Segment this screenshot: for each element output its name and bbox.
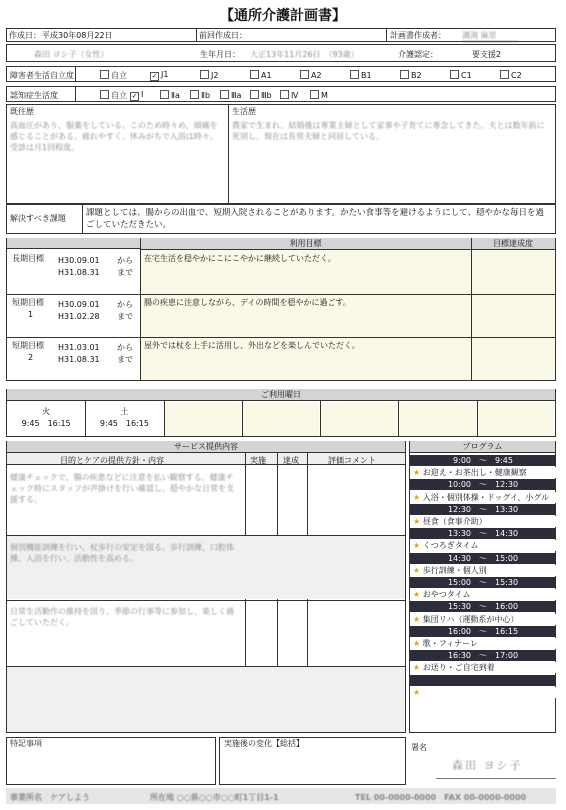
care-level-value: 要支援2 — [472, 50, 502, 59]
independence-option[interactable] — [200, 70, 218, 80]
option-label: B1 — [361, 71, 372, 80]
checkbox-icon[interactable] — [450, 70, 459, 79]
option-label: C2 — [511, 71, 522, 80]
program-text: 10:00 ～ 12:30 — [447, 480, 519, 490]
program-text: 歩行訓練・個人別 — [422, 565, 487, 575]
checkbox-icon[interactable] — [100, 90, 109, 99]
goal-start-date: H31.03.01 — [58, 343, 100, 352]
goal-end-date: H31.02.28 — [58, 312, 100, 321]
notes-label: 特記事項 — [10, 739, 42, 748]
history-label: 既往歴 — [10, 107, 34, 116]
dementia-option[interactable] — [250, 90, 272, 100]
program-text: 13:30 ～ 14:30 — [447, 529, 519, 539]
independence-option[interactable] — [150, 70, 168, 81]
issues-text: 課題としては、腸からの出血で、短期入院されることがあります。かたい食事等を避けるようにして、穏やかな毎日を過ごしていただきたい。 — [86, 208, 544, 230]
goal-end-date: H31.08.31 — [58, 355, 100, 364]
checkbox-icon[interactable]: ✓ — [131, 92, 138, 100]
option-label: M — [321, 91, 328, 100]
program-text: 歌・フィナーレ — [422, 639, 478, 648]
goal-label: 短期目標 — [12, 298, 44, 307]
dementia-option[interactable] — [310, 90, 328, 100]
goal-text: 屋外では杖を上手に活用し、外出などを楽しんでいただく。 — [144, 341, 360, 350]
option-label: 自立 — [111, 91, 127, 100]
checkbox-icon[interactable] — [160, 90, 169, 99]
program-item — [410, 565, 556, 576]
program-item — [410, 589, 556, 600]
usage-header: ご利用曜日 — [7, 389, 555, 401]
program-text: 9:00 ～ 9:45 — [453, 456, 513, 465]
service-header: サービス提供内容 — [7, 441, 405, 453]
checkbox-icon[interactable] — [200, 70, 209, 79]
sign-value: 森田 ヨシ子 — [452, 759, 523, 772]
checkbox-icon[interactable] — [220, 90, 229, 99]
star-icon: ★ — [413, 590, 423, 600]
option-label: J2 — [211, 71, 219, 80]
checkbox-icon[interactable] — [500, 70, 509, 79]
dementia-option[interactable] — [100, 90, 127, 101]
program-item — [410, 614, 556, 625]
care-level-label: 介護認定： — [398, 50, 438, 59]
option-label: 自立 — [111, 71, 127, 80]
program-item — [410, 516, 556, 527]
independence-option[interactable] — [400, 70, 422, 80]
author-name: 溝渕 麻里 — [462, 30, 518, 42]
program-text: 集団リハ（運動系が中心） — [422, 614, 519, 624]
option-label: Ⅱa — [171, 91, 180, 100]
dementia-label: 認知症生活度 — [10, 91, 58, 100]
program-item — [410, 540, 556, 551]
program-text: 16:00 ～ 16:15 — [447, 626, 519, 636]
star-icon: ★ — [413, 492, 423, 502]
checkbox-icon[interactable] — [350, 70, 359, 79]
independence-row — [6, 66, 556, 82]
goal-end-date: H31.08.31 — [58, 268, 100, 277]
independence-option[interactable] — [450, 70, 472, 80]
option-label: A2 — [311, 71, 322, 80]
star-icon: ★ — [413, 468, 423, 478]
service-item-1: 健康チェックで、腸の疾患などに注意を払い観察する。健康チェック時にスタッフが声掛けを行い確認し、穏やかな日常を支援する。 — [10, 473, 234, 504]
change-label: 実施後の変化【総括】 — [224, 739, 304, 748]
checkbox-icon[interactable] — [280, 90, 289, 99]
issues-label: 解決すべき課題 — [10, 214, 66, 223]
checkbox-icon[interactable] — [250, 90, 259, 99]
checkbox-icon[interactable] — [310, 90, 319, 99]
independence-option[interactable] — [100, 70, 127, 81]
checkbox-icon[interactable] — [400, 70, 409, 79]
goal-from: から — [117, 343, 133, 352]
program-text: おやつタイム — [422, 590, 471, 600]
star-icon: ★ — [413, 565, 423, 575]
independence-label: 障害者生活自立度 — [10, 71, 74, 80]
option-label: Ⅳ — [291, 91, 299, 100]
independence-option[interactable] — [500, 70, 522, 80]
service-item-2: 個別機能訓練を行い、杖歩行の安定を図る。歩行訓練、口腔体操、入浴を行い、活動性を高める。 — [10, 543, 234, 563]
goal-sub-number: 1 — [28, 310, 34, 319]
dementia-option[interactable] — [280, 90, 298, 100]
footer-office: 事業所名 ケアしよう — [10, 793, 90, 802]
usage-time: 9:45 16:15 — [21, 419, 71, 428]
option-label: B2 — [411, 71, 422, 80]
program-text: くつろぎタイム — [422, 541, 479, 551]
usage-day: 火 — [42, 407, 51, 416]
program-text: 12:30 ～ 13:30 — [447, 504, 519, 514]
checkbox-icon[interactable]: ✓ — [151, 72, 158, 80]
goal-label: 短期目標 — [12, 341, 44, 350]
dob-label: 生年月日： — [200, 50, 240, 59]
footer-contact: TEL 00-0000-0000 FAX 00-0000-0000 — [355, 793, 527, 802]
program-text: 15:00 ～ 15:30 — [447, 578, 519, 587]
created-label: 作成日： — [9, 31, 41, 40]
option-label: J1 — [161, 70, 169, 79]
program-text: お迎え・お茶出し・健康観察 — [422, 468, 527, 478]
usage-day: 土 — [120, 407, 129, 416]
goal-text: 腸の疾患に注意しながら、デイの時間を穏やかに過ごす。 — [144, 298, 351, 307]
goal-status-header: 目標達成度 — [471, 238, 555, 250]
history-section — [6, 104, 556, 204]
program-time — [410, 528, 556, 539]
option-label: C1 — [461, 71, 472, 80]
goal-label: 長期目標 — [12, 254, 44, 263]
goal-text: 在宅生活を穏やかにこにこやかに継続していただく。 — [144, 254, 336, 263]
created-date: 平成30年08月22日 — [42, 31, 113, 40]
service-col-achieve: 達成 — [283, 456, 299, 465]
service-col-policy: 目的とケアの提供方針・内容 — [60, 456, 164, 465]
program-item — [410, 662, 556, 673]
checkbox-icon[interactable] — [300, 70, 309, 79]
dementia-option[interactable] — [130, 90, 143, 101]
program-text: 入浴・個別体操・ドッグイ、小グル — [422, 492, 550, 502]
checkbox-icon[interactable] — [190, 90, 199, 99]
program-text: お送り・ご自宅到着 — [422, 663, 495, 673]
dementia-option[interactable] — [190, 90, 210, 100]
program-time — [410, 601, 556, 612]
program-text: 15:30 ～ 16:00 — [447, 602, 519, 612]
goal-from: から — [117, 300, 133, 309]
program-time — [410, 504, 556, 515]
program-time — [410, 553, 556, 564]
option-label: A1 — [261, 71, 272, 80]
program-header: プログラム — [410, 441, 555, 453]
star-icon: ★ — [413, 663, 423, 673]
goal-from: から — [117, 256, 133, 265]
program-item — [410, 467, 556, 478]
goal-start-date: H30.09.01 — [58, 256, 100, 265]
life-history-text: 農家で生まれ、結婚後は専業主婦として家事や子育てに専念してきた。夫とは数年前に死別し、現在は長男夫婦と同居している。 — [232, 121, 545, 141]
option-label: Ⅰ — [141, 90, 144, 99]
service-item-3: 日常生活動作の維持を図り、季節の行事等に参加し、楽しく過ごしていただく。 — [10, 607, 234, 627]
patient-name: 森田 ヨシ子（女性） — [34, 50, 109, 59]
program-time — [410, 577, 556, 588]
program-item — [410, 492, 556, 503]
goal-header: 利用目標 — [140, 238, 471, 250]
service-col-done: 実施 — [250, 456, 266, 465]
program-text: 16:30 ～ 17:00 — [447, 651, 519, 661]
program-time — [410, 455, 556, 466]
dementia-option[interactable] — [160, 90, 180, 100]
star-icon: ★ — [413, 614, 423, 624]
goal-to: まで — [117, 355, 133, 364]
prev-created-label: 前回作成日： — [199, 31, 247, 40]
usage-time: 9:45 16:15 — [99, 419, 149, 428]
star-icon: ★ — [413, 541, 423, 551]
program-item — [410, 638, 556, 649]
goal-to: まで — [117, 312, 133, 321]
dementia-option[interactable] — [220, 90, 241, 100]
document-title: 【通所介護計画書】 — [220, 8, 346, 24]
star-icon: ★ — [413, 517, 423, 526]
option-label: Ⅲb — [261, 91, 272, 100]
program-time — [410, 626, 556, 637]
author-label: 計画書作成者： — [390, 31, 446, 40]
program-time — [410, 675, 556, 686]
option-label: Ⅲa — [231, 91, 242, 100]
star-icon: ★ — [413, 639, 423, 648]
history-text: 高血圧があり、服薬をしている。このため時々め、頭痛を感じることがある。疲れやすく、休みがちで入浴は時々。受診は月1回程度。 — [10, 121, 218, 152]
goal-sub-number: 2 — [28, 353, 34, 362]
dob-value: 大正13年11月26日 （93歳） — [250, 50, 359, 59]
program-text: 昼食（食事介助） — [422, 517, 487, 526]
option-label: Ⅱb — [201, 91, 211, 100]
program-item — [410, 687, 556, 698]
independence-option[interactable] — [350, 70, 372, 80]
goal-start-date: H30.09.01 — [58, 300, 100, 309]
program-time — [410, 650, 556, 661]
service-col-eval: 評価コメント — [328, 456, 376, 465]
program-time — [410, 479, 556, 490]
star-icon: ★ — [413, 687, 421, 697]
checkbox-icon[interactable] — [250, 70, 259, 79]
footer-address: 所在地 ○○県○○市○○町1丁目1-1 — [150, 793, 279, 802]
life-history-label: 生活歴 — [232, 107, 256, 116]
sign-label: 署名 — [411, 743, 427, 752]
independence-option[interactable] — [300, 70, 322, 80]
independence-option[interactable] — [250, 70, 272, 80]
checkbox-icon[interactable] — [100, 70, 109, 79]
goal-to: まで — [117, 268, 133, 277]
program-text: 14:30 ～ 15:00 — [447, 553, 519, 563]
